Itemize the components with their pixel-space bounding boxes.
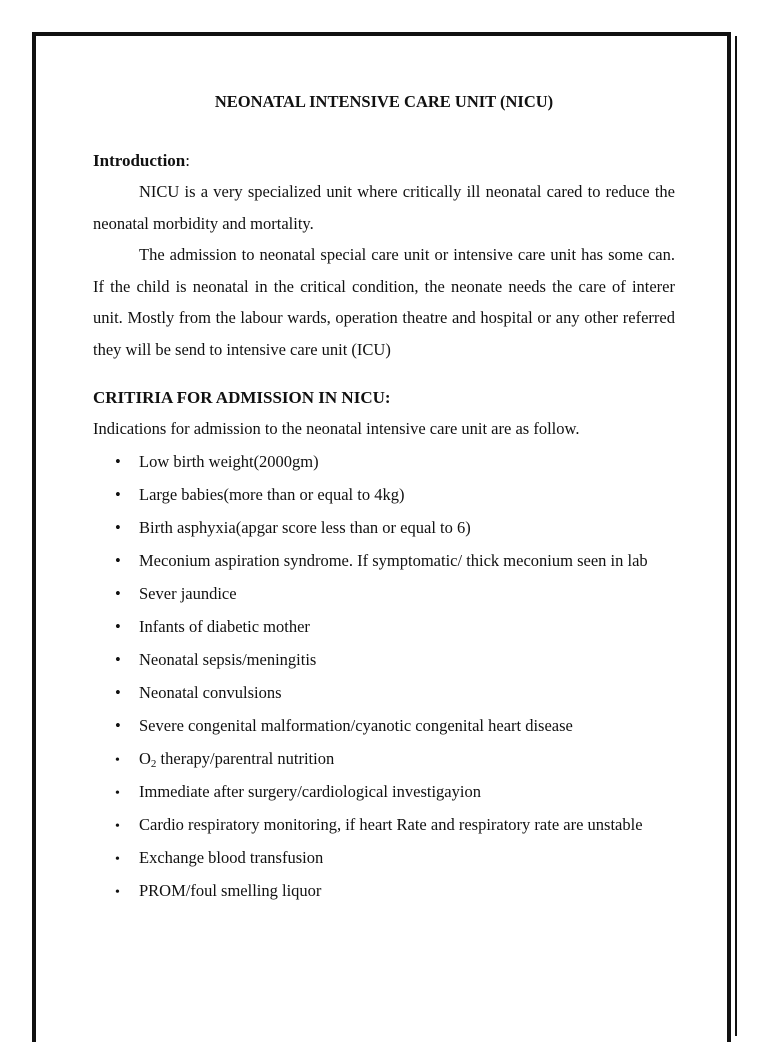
bullet-icon: • [115, 786, 120, 801]
introduction-paragraph-1: NICU is a very specialized unit where critically ill neonatal cared to reduce the neonatal morbidity and mortality. [93, 182, 675, 233]
list-item [93, 545, 675, 577]
list-item [93, 809, 675, 841]
list-item-text: PROM/foul smelling liquor [139, 881, 322, 900]
page-border-inner-rule [735, 36, 737, 1036]
bullet-icon: • [115, 753, 120, 768]
bullet-icon: • [115, 551, 121, 570]
section-spacer [93, 365, 675, 382]
bullet-icon: • [115, 452, 121, 471]
list-item-text: Cardio respiratory monitoring, if heart Rate and respiratory rate are unstable [139, 815, 643, 834]
list-item-text: Immediate after surgery/cardiological investigayion [139, 782, 481, 801]
document-body [93, 88, 675, 908]
bullet-icon: • [115, 819, 120, 834]
list-item-text: Large babies(more than or equal to 4kg) [139, 485, 405, 504]
bullet-icon: • [115, 584, 121, 603]
list-item-text: Neonatal sepsis/meningitis [139, 650, 317, 669]
introduction-heading [93, 145, 675, 176]
o2-subscript: 2 [150, 758, 157, 770]
list-item-text: Birth asphyxia(apgar score less than or equal to 6) [139, 518, 471, 537]
bullet-icon: • [115, 716, 121, 735]
list-item [93, 776, 675, 808]
bullet-icon: • [115, 518, 121, 537]
bullet-icon: • [115, 885, 120, 900]
list-item-text: Severe congenital malformation/cyanotic congenital heart disease [139, 716, 573, 735]
list-item [93, 644, 675, 676]
introduction-heading-text: Introduction [93, 151, 186, 170]
list-item-text: therapy/parentral nutrition [160, 749, 335, 768]
bullet-icon: • [115, 683, 121, 702]
list-item [93, 446, 675, 478]
list-item [93, 875, 675, 907]
list-item [93, 578, 675, 610]
bullet-icon: • [115, 617, 121, 636]
introduction-heading-colon: : [185, 151, 190, 170]
introduction-paragraph-2: The admission to neonatal special care unit or intensive care unit has some can. If the child is neonatal in the critical condition, the neonate needs the care of interer unit. Mostly from the labour wards, operation theatre and hospital or any other referred they will be send to intensive care unit (ICU) [93, 245, 675, 359]
list-item [93, 842, 675, 874]
list-item-text: Exchange blood transfusion [139, 848, 324, 867]
list-item [93, 512, 675, 544]
list-item-text: Neonatal convulsions [139, 683, 282, 702]
list-item-text: Low birth weight(2000gm) [139, 452, 319, 471]
bullet-icon: • [115, 650, 121, 669]
criteria-heading: CRITIRIA FOR ADMISSION IN NICU: [93, 388, 391, 407]
bullet-icon: • [115, 485, 121, 504]
list-item [93, 611, 675, 643]
list-item-text: Meconium aspiration syndrome. If symptomatic/ thick meconium seen in lab [139, 551, 648, 570]
bullet-icon: • [115, 852, 120, 867]
list-item-text: Sever jaundice [139, 584, 237, 603]
criteria-list [93, 446, 675, 907]
document-title: NEONATAL INTENSIVE CARE UNIT (NICU) [214, 92, 554, 111]
list-item [93, 710, 675, 742]
criteria-intro: Indications for admission to the neonatal intensive care unit are as follow. [93, 419, 580, 438]
o2-prefix: O [139, 749, 151, 768]
list-item [93, 677, 675, 709]
list-item [93, 479, 675, 511]
list-item [93, 743, 675, 775]
list-item-text: Infants of diabetic mother [139, 617, 310, 636]
